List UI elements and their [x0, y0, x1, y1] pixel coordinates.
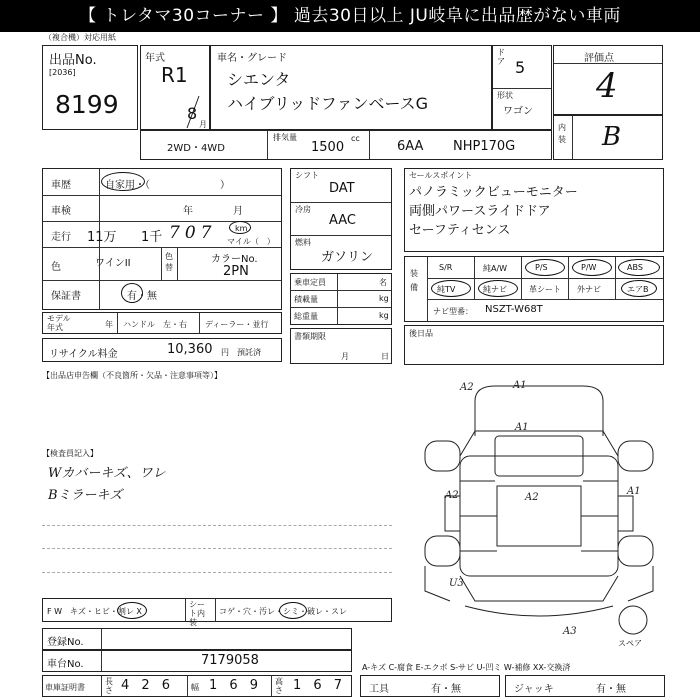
- mileage-label: 走行: [51, 232, 71, 243]
- width-value: 1 6 9: [209, 678, 263, 693]
- reg-no-row: [42, 628, 352, 650]
- model-year-unit: 年: [105, 320, 113, 329]
- mileage-unit: km: [235, 224, 248, 233]
- roof-top-outline: [475, 386, 603, 436]
- spec-row: [140, 130, 552, 160]
- inspection-value: 年 月: [183, 206, 243, 217]
- shift-value: DAT: [329, 181, 355, 196]
- gross-label: 総重量: [294, 312, 318, 321]
- model-label: モデル年式: [47, 314, 71, 332]
- equip-genuine-aw: 純A/W: [483, 264, 508, 273]
- vehicle-info-table: [42, 168, 282, 310]
- car-name: シエンタ: [227, 70, 291, 89]
- inspection-label: 車検: [51, 206, 71, 217]
- mark-a1-right: A1: [627, 486, 641, 497]
- reg-no-label: 登録No.: [47, 637, 84, 648]
- displacement: 1500: [311, 140, 345, 155]
- color-no-label: カラーNo.: [211, 254, 258, 265]
- score-box: [553, 45, 663, 115]
- recycle-row: [42, 338, 282, 362]
- recycle-unit: 円 預託済: [221, 348, 261, 357]
- year-month: 8: [187, 104, 198, 123]
- year-label: 年式: [145, 53, 165, 64]
- drive-type: 2WD・4WD: [167, 143, 225, 154]
- history-value: 自家用・（ ）: [105, 180, 230, 191]
- dealer-label: ディーラー・並行: [205, 320, 269, 329]
- history-label: 車歴: [51, 180, 71, 191]
- warranty-circle: [121, 283, 143, 303]
- disp-unit: cc: [351, 134, 360, 143]
- jack-box: [505, 675, 665, 697]
- dimensions-row: [42, 675, 352, 697]
- door-count: 5: [515, 58, 526, 77]
- ac-label: 冷房: [295, 205, 311, 214]
- ac-value: AAC: [329, 213, 356, 228]
- chassis-label: 車台No.: [47, 659, 84, 670]
- score-label: 評価点: [584, 53, 614, 64]
- navi-circle: [478, 280, 518, 297]
- banner: 【 トレタマ30コーナー 】 過去30日以上 JU岐阜に出品歴がない車両: [0, 0, 700, 32]
- shift-label: シフト: [295, 171, 319, 180]
- tv-circle: [431, 280, 471, 297]
- lot-tag: [2036]: [49, 68, 76, 77]
- airbag-circle: [621, 280, 657, 297]
- mark-a2-left: A2: [445, 490, 459, 501]
- roof-panel: [497, 486, 581, 546]
- equip-abs: ABS: [627, 263, 643, 272]
- name-label: 車名・グレード: [217, 53, 287, 64]
- mileage-man: 11万: [87, 230, 117, 245]
- pw-circle: [572, 259, 612, 276]
- seat-label: シート内装: [189, 600, 205, 627]
- door-box: [492, 45, 552, 130]
- lot-number: 8199: [55, 90, 119, 119]
- sales-point-1: パノラミックビューモニター: [409, 185, 578, 200]
- sales-points-box: [404, 168, 664, 252]
- windshield-outline: [460, 431, 618, 456]
- reg-deadline-box: [290, 328, 392, 364]
- right-door-mirror: [618, 496, 633, 531]
- navi-label: ナビ型番：: [433, 307, 473, 316]
- length-label: 長さ: [105, 677, 113, 695]
- declaration-label: 【出品店申告欄（不良箇所・欠品・注意事項等）】: [42, 371, 222, 380]
- spare-label: スペア: [618, 639, 642, 648]
- month-unit: 月: [199, 120, 207, 129]
- score-value: 4: [596, 66, 618, 106]
- mark-u3-rear: U3: [449, 578, 464, 589]
- chassis-code: NHP170G: [453, 139, 516, 154]
- sales-label: セールスポイント: [409, 171, 473, 180]
- mark-a2-roof: A2: [525, 492, 539, 503]
- reg-label: 書類期限: [294, 332, 326, 341]
- ps-circle: [525, 259, 565, 276]
- equip-pw: P/W: [581, 263, 597, 272]
- equip-leather-seat: 革シート: [529, 285, 561, 294]
- inspector-label: 【検査員記入】: [42, 449, 98, 458]
- capacity-unit: 名: [379, 278, 387, 287]
- mark-a3-rear: A3: [563, 626, 577, 636]
- recycle-value: 10,360: [167, 342, 213, 357]
- gross-unit: kg: [379, 311, 389, 320]
- model-code: 6AA: [397, 139, 424, 154]
- chassis-row: [42, 650, 352, 672]
- rear-bumper: [465, 606, 613, 616]
- length-value: 4 2 6: [121, 678, 175, 693]
- color-change-label: 色替: [165, 252, 173, 272]
- height-value: 1 6 7: [293, 678, 347, 693]
- crack-circle: [117, 602, 147, 619]
- equip-ps: P/S: [535, 263, 548, 272]
- capacity-box: [290, 273, 392, 325]
- height-label: 高さ: [275, 677, 283, 695]
- condition-row: [42, 598, 392, 627]
- rear-outline: [460, 576, 618, 601]
- load-unit: kg: [379, 294, 389, 303]
- navi-model: NSZT-W68T: [485, 304, 543, 315]
- cert-label: 車庫証明書: [45, 683, 85, 692]
- form-note: （複合機）対応用紙: [44, 33, 116, 42]
- car-grade: ハイブリッドファンベースG: [227, 94, 429, 113]
- model-row: [42, 312, 282, 334]
- inspector-note-1: Wカバーキズ、ワレ: [48, 466, 166, 481]
- mark-a1-front: A1: [513, 380, 527, 391]
- fuel-label: 燃料: [295, 238, 311, 247]
- stain-circle: [279, 602, 307, 619]
- color-label: 色: [51, 262, 61, 273]
- shape-label: 形状: [497, 91, 513, 100]
- equip-genuine-tv: 純TV: [437, 285, 456, 294]
- tools-box: [360, 675, 500, 697]
- sales-point-3: セーフティセンス: [409, 223, 511, 238]
- spare-tire-icon: [619, 606, 647, 634]
- year-box: [140, 45, 210, 130]
- mile-note: マイル（ ）: [227, 237, 275, 246]
- tools-label: 工具: [369, 684, 389, 695]
- mark-a1-hood: A1: [515, 422, 529, 433]
- rear-right-wheel: [618, 536, 653, 566]
- inspector-note-2: Bミラーキズ: [48, 488, 123, 503]
- equip-sr: S/R: [439, 263, 453, 272]
- mileage-rest: 707: [169, 223, 217, 243]
- color-value: ワインII: [95, 258, 131, 269]
- load-label: 積載量: [294, 295, 318, 304]
- shift-ac-fuel-box: [290, 168, 392, 270]
- jack-value: 有・無: [596, 684, 626, 695]
- width-label: 幅: [191, 683, 199, 692]
- sales-point-2: 両側パワースライドドア: [409, 204, 551, 219]
- rear-left-wheel: [425, 536, 460, 566]
- interior-box: [553, 115, 663, 160]
- chassis-number: 7179058: [201, 653, 259, 668]
- damage-legend: A-キズ C-腐食 E-エクボ S-サビ U-凹ミ W-補修 XX-交換済: [362, 663, 571, 672]
- year-era: R1: [161, 63, 188, 87]
- equipment-box: [404, 256, 664, 322]
- disp-label: 排気量: [273, 133, 297, 142]
- equip-aftermarket-navi: 外ナビ: [577, 285, 601, 294]
- fw-line: F W キズ・ヒビ・割レ X: [47, 607, 142, 616]
- jack-label: ジャッキ: [514, 684, 554, 695]
- lot-label: 出品No.: [49, 53, 97, 68]
- equip-genuine-navi: 純ナビ: [483, 285, 507, 294]
- seat-line: コゲ・穴・汚レ・シミ・破レ・スレ: [219, 607, 347, 616]
- reg-unit: 月 日: [341, 352, 389, 361]
- warranty-label: 保証書: [51, 291, 81, 302]
- abs-circle: [618, 259, 660, 276]
- interior-score: B: [602, 122, 622, 152]
- front-left-wheel: [425, 441, 460, 471]
- recycle-label: リサイクル料金: [49, 349, 118, 360]
- mileage-sen: 1千: [141, 230, 163, 245]
- name-box: [210, 45, 492, 130]
- color-no: 2PN: [223, 264, 249, 279]
- tools-value: 有・無: [431, 684, 461, 695]
- interior-label: 内装: [558, 123, 566, 144]
- mark-a2-front: A2: [460, 382, 474, 393]
- damage-diagram: [405, 376, 675, 636]
- front-right-wheel: [618, 441, 653, 471]
- history-circle: [101, 172, 145, 191]
- capacity-label: 乗車定員: [294, 278, 326, 287]
- later-items-box: [404, 325, 664, 365]
- warranty-value: 有・無: [127, 291, 157, 302]
- fuel-value: ガソリン: [321, 250, 374, 265]
- left-door-mirror: [445, 496, 460, 531]
- later-label: 後日品: [409, 329, 433, 338]
- lot-box: [42, 45, 138, 130]
- handle-label: ハンドル 左・右: [123, 320, 187, 329]
- body-shape: ワゴン: [503, 106, 533, 117]
- equip-label: 装備: [410, 269, 418, 292]
- km-circle: [229, 221, 251, 234]
- door-label: ドア: [497, 48, 505, 66]
- equip-airbag: エアB: [627, 285, 649, 294]
